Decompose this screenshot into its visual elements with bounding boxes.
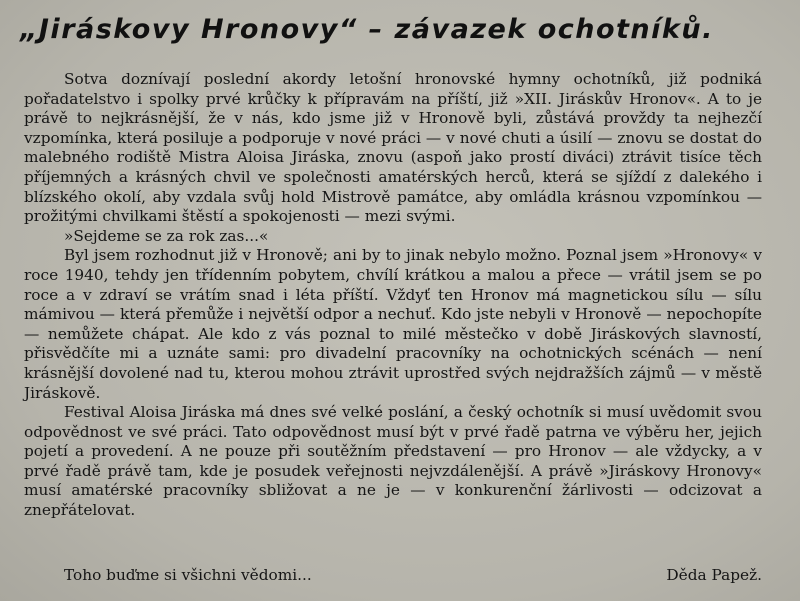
paragraph-3: Byl jsem rozhodnut již v Hronově; ani by to jinak nebylo možno. Poznal jsem »Hronovy« v roce 1940, tehdy jen třídenním pobytem, chvílí krátkou a malou a přece — vrátil jsem se po roce a v zdraví se vrátím snad i léta příští. Vždyť ten Hronov má magnetickou sílu — sílu mámivou — která přemůže i největší odpor a nechuť. Kdo jste nebyli v Hronově — nepochopíte — nemůžete chápat. Ale kdo z vás poznal to milé městečko v době Jiráskových slavností, přisvědčíte mi a uznáte sami: pro divadelní pracovníky na ochotnických scénách — není krásnější dovolené nad tu, kterou mohou ztrávit uprostřed svých nejdražších zájmů — v městě Jiráskově. (24, 246, 762, 402)
article-body (24, 70, 762, 521)
article-title: „Jiráskovy Hronovy“ – závazek ochotníků. (20, 14, 714, 45)
paragraph-1: Sotva doznívají poslední akordy letošní hronovské hymny ochotníků, již podniká pořadatelstvo i spolky prvé krůčky k přípravám na příští, již »XII. Jiráskův Hronov«. A to je právě to nejkrásnější, že v nás, kdo jsme již v Hronově byli, zůstává provždy ta nejhezčí vzpomínka, která posiluje a podporuje v nové práci — v nové chuti a úsilí — znovu se dostat do malebného rodiště Mistra Aloisa Jiráska, znovu (aspoň jako prostí diváci) ztrávit tisíce těch příjemných a krásných chvil ve společnosti amatérských herců, která se sjíždí z dalekého i blízského okolí, aby vzdala svůj hold Mistrově památce, aby omládla krásnou vzpomínkou — prožitými chvilkami štěstí a spokojenosti — mezi svými. (24, 70, 762, 226)
author-signature: Děda Papež. (666, 566, 762, 584)
closing-line: Toho buďme si všichni vědomi... (64, 566, 312, 584)
paragraph-2: »Sejdeme se za rok zas...« (64, 226, 269, 245)
paragraph-4: Festival Aloisa Jiráska má dnes své velké poslání, a český ochotník si musí uvědomit svou odpovědnost ve své práci. Tato odpovědnost musí být v prvé řadě patrna ve výběru her, jejich pojetí a provedení. A ne pouze při soutěžním představení — pro Hronov — ale vždycky, a v prvé řadě právě tam, kde je posudek veřejnosti nejvzdálenější. A právě »Jiráskovy Hronovy« musí amatérské pracovníky sbližovat a ne je — v konkurenční žárlivosti — odcizovat a znepřátelovat. (24, 403, 762, 520)
